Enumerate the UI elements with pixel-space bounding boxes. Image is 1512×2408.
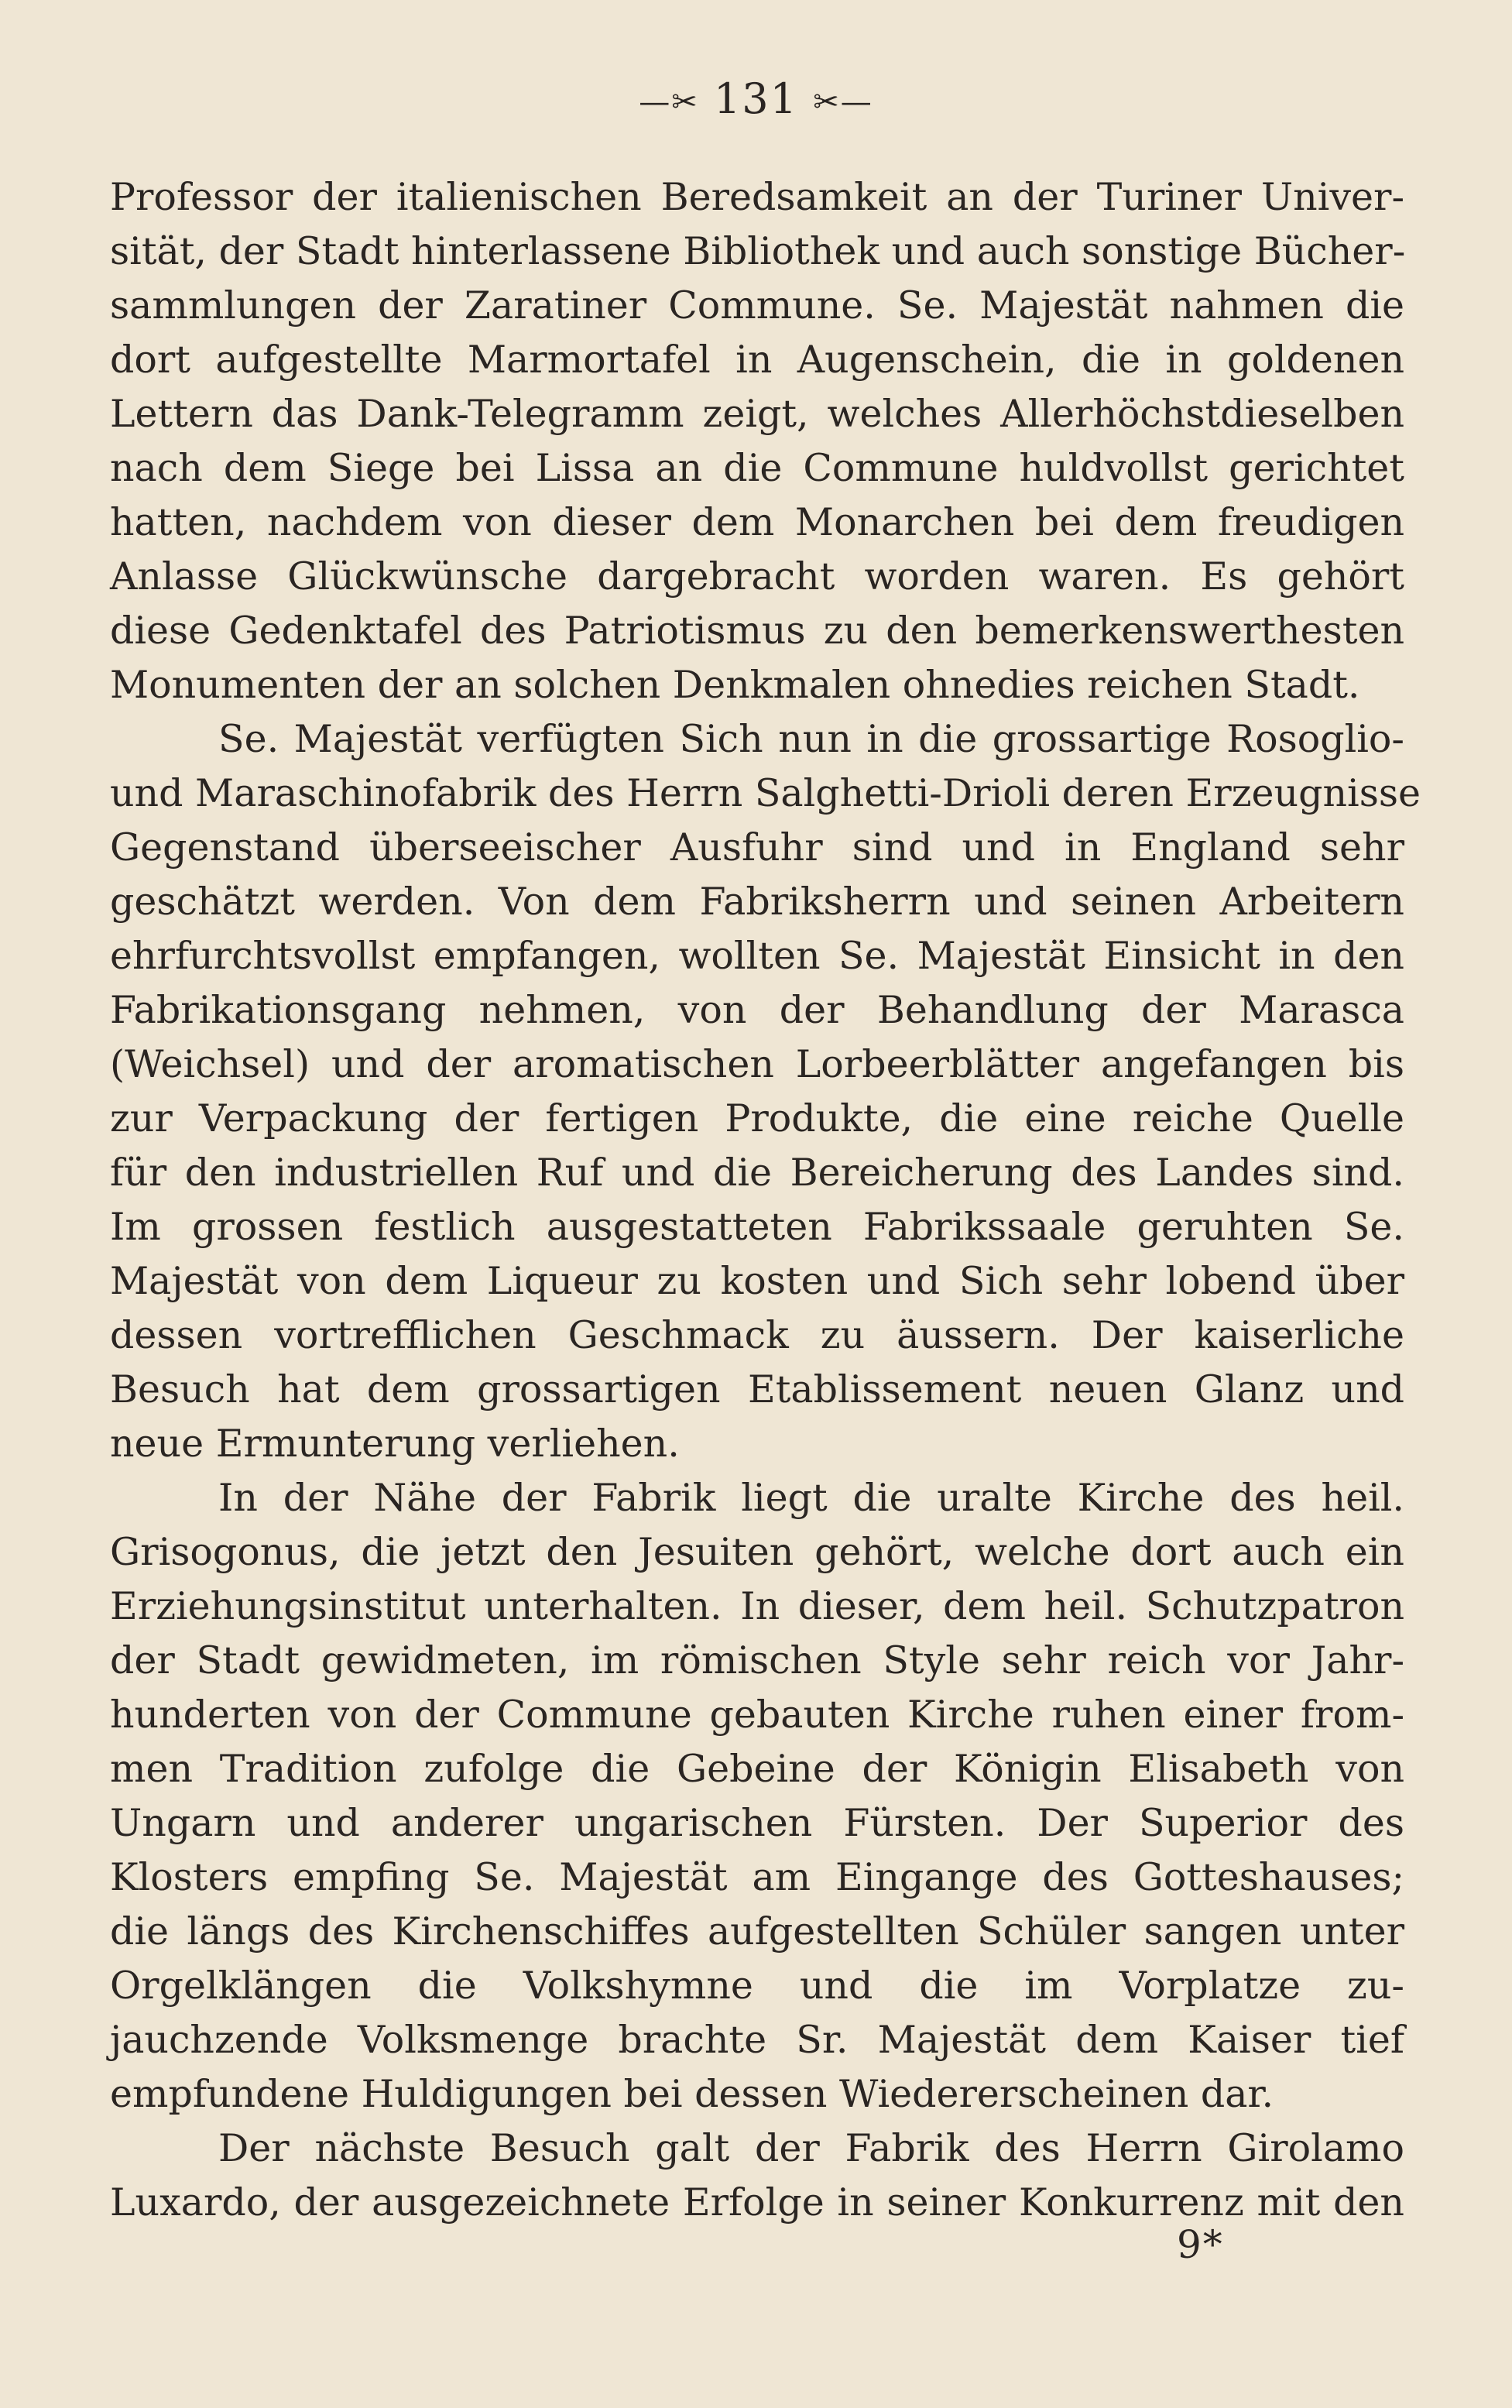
left-ornament-icon: —✂ xyxy=(639,84,699,120)
page-header xyxy=(0,74,1512,123)
text-line: nach dem Siege bei Lissa an die Commune huldvollst gerichtet xyxy=(110,446,1404,490)
text-line: der Stadt gewidmeten, im römischen Style sehr reich vor Jahr- xyxy=(110,1638,1404,1683)
text-line: ehrfurchtsvollst empfangen, wollten Se. Majestät Einsicht in den xyxy=(110,934,1404,978)
text-line: jauchzende Volksmenge brachte Sr. Majestät dem Kaiser tief xyxy=(110,2018,1404,2062)
text-line: Fabrikationsgang nehmen, von der Behandlung der Marasca xyxy=(110,988,1404,1032)
paragraph-start-line: In der Nähe der Fabrik liegt die uralte Kirche des heil. xyxy=(218,1476,1404,1520)
text-line: empfundene Huldigungen bei dessen Wiedererscheinen dar. xyxy=(110,2072,1274,2116)
signature-mark: 9* xyxy=(1177,2222,1224,2267)
text-line: Klosters empfing Se. Majestät am Eingange des Gotteshauses; xyxy=(110,1855,1404,1899)
text-line: Grisogonus, die jetzt den Jesuiten gehört, welche dort auch ein xyxy=(110,1530,1404,1574)
text-line: Erziehungsinstitut unterhalten. In dieser, dem heil. Schutzpatron xyxy=(110,1584,1404,1628)
text-line: (Weichsel) und der aromatischen Lorbeerblätter angefangen bis xyxy=(110,1042,1404,1086)
text-line: Lettern das Dank-Telegramm zeigt, welches Allerhöchstdieselben xyxy=(110,392,1404,436)
right-ornament-icon: ✂— xyxy=(813,84,873,120)
text-line: für den industriellen Ruf und die Bereicherung des Landes sind. xyxy=(110,1151,1404,1195)
text-line: geschätzt werden. Von dem Fabriksherrn und seinen Arbeitern xyxy=(110,880,1404,924)
text-line: zur Verpackung der fertigen Produkte, die eine reiche Quelle xyxy=(110,1096,1404,1141)
text-line: sität, der Stadt hinterlassene Bibliothek und auch sonstige Bücher- xyxy=(110,229,1406,273)
text-line: Besuch hat dem grossartigen Etablissement neuen Glanz und xyxy=(110,1367,1404,1412)
text-line: Anlasse Glückwünsche dargebracht worden waren. Es gehört xyxy=(110,554,1404,599)
text-line: hatten, nachdem von dieser dem Monarchen bei dem freudigen xyxy=(110,500,1404,544)
text-line: und Maraschinofabrik des Herrn Salghetti-Drioli deren Erzeugnisse xyxy=(110,771,1421,815)
text-line: diese Gedenktafel des Patriotismus zu den bemerkenswerthesten xyxy=(110,609,1404,653)
paragraph-start-line: Der nächste Besuch galt der Fabrik des Herrn Girolamo xyxy=(218,2126,1404,2170)
page-number: 131 xyxy=(713,74,799,123)
text-line: Monumenten der an solchen Denkmalen ohnedies reichen Stadt. xyxy=(110,663,1360,707)
text-line: dessen vortrefflichen Geschmack zu äussern. Der kaiserliche xyxy=(110,1313,1404,1357)
text-line: Gegenstand überseeischer Ausfuhr sind und in England sehr xyxy=(110,825,1404,870)
text-line: Ungarn und anderer ungarischen Fürsten. Der Superior des xyxy=(110,1801,1404,1845)
text-line: die längs des Kirchenschiffes aufgestellten Schüler sangen unter xyxy=(110,1909,1404,1953)
text-line: Professor der italienischen Beredsamkeit an der Turiner Univer- xyxy=(110,175,1404,219)
text-line: Majestät von dem Liqueur zu kosten und Sich sehr lobend über xyxy=(110,1259,1404,1303)
text-line: Orgelklängen die Volkshymne und die im Vorplatze zu- xyxy=(110,1964,1404,2008)
body-text xyxy=(110,170,1421,2230)
text-line: neue Ermunterung verliehen. xyxy=(110,1422,680,1466)
text-line: men Tradition zufolge die Gebeine der Königin Elisabeth von xyxy=(110,1747,1404,1791)
text-line: Luxardo, der ausgezeichnete Erfolge in seiner Konkurrenz mit den xyxy=(110,2180,1404,2224)
text-line: Im grossen festlich ausgestatteten Fabrikssaale geruhten Se. xyxy=(110,1205,1404,1249)
paragraph-start-line: Se. Majestät verfügten Sich nun in die grossartige Rosoglio- xyxy=(218,717,1404,761)
text-line: dort aufgestellte Marmortafel in Augenschein, die in goldenen xyxy=(110,338,1404,382)
text-line: hunderten von der Commune gebauten Kirche ruhen einer from- xyxy=(110,1693,1404,1737)
text-line: sammlungen der Zaratiner Commune. Se. Majestät nahmen die xyxy=(110,283,1404,328)
